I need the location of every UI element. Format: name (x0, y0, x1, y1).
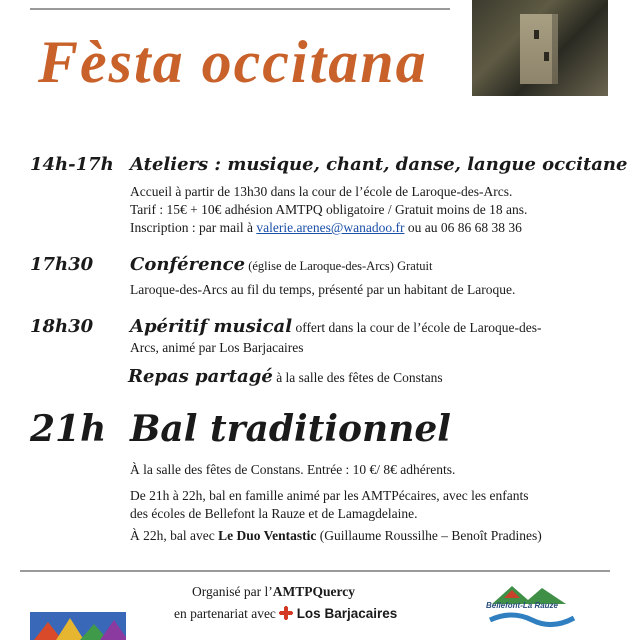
heading-aperitif: Apéritif musical (130, 316, 293, 337)
bal-band-line (130, 526, 542, 546)
conference-heading-row (130, 254, 432, 275)
time-conference: 17h30 (30, 254, 94, 275)
heading-ateliers: Ateliers : musique, chant, danse, langue occitane (130, 154, 628, 175)
tower-window (534, 30, 539, 39)
bal-location: À la salle des fêtes de Constans. Entrée : 10 €/ 8€ adhérents. (130, 462, 456, 477)
inscription-prefix: Inscription : par mail à (130, 220, 257, 235)
band-name: Le Duo Ventastic (218, 528, 317, 543)
heading-conference: Conférence (130, 254, 246, 275)
bal-family-line-2: des écoles de Bellefont la Rauze et de Lamagdelaine. (130, 506, 418, 521)
partner-prefix: en partenariat avec (174, 606, 280, 622)
page-title: Fèsta occitana (38, 29, 428, 95)
amtpq-logo (30, 612, 126, 640)
heading-bal: Bal traditionnel (130, 408, 451, 450)
conference-note: (église de Laroque-des-Arcs) Gratuit (245, 259, 433, 273)
repas-note: à la salle des fêtes de Constans (272, 370, 443, 385)
partnership (174, 606, 397, 624)
bottom-rule (20, 570, 610, 572)
partner-name: Los Barjacaires (296, 606, 398, 622)
repas-row (128, 366, 443, 387)
bellefont-logo-text: Bellefont-La Rauze (486, 601, 559, 610)
email-link[interactable]: valerie.arenes@wanadoo.fr (256, 220, 405, 235)
castle-photo (472, 0, 608, 96)
conference-line-1: Laroque-des-Arcs au fil du temps, présenté par un habitant de Laroque. (130, 282, 516, 297)
band-members: (Guillaume Roussilhe – Benoît Pradines) (316, 528, 542, 543)
band-prefix: À 22h, bal avec (130, 528, 219, 543)
aperitif-note: offert dans la cour de l’école de Laroque-des- (292, 320, 542, 335)
inscription-phone: ou au 06 86 68 38 36 (404, 220, 522, 235)
aperitif-line-1: Arcs, animé par Los Barjacaires (130, 340, 304, 355)
top-rule (30, 8, 450, 10)
bellefont-logo (482, 574, 582, 634)
organised-prefix: Organisé par l’ (192, 584, 273, 599)
bal-family-line-1: De 21h à 22h, bal en famille animé par les AMTPécaires, avec les enfants (130, 488, 529, 503)
tower-window (544, 52, 549, 61)
ateliers-line-1: Accueil à partir de 13h30 dans la cour de l’école de Laroque-des-Arcs. (130, 184, 513, 199)
ateliers-line-2: Tarif : 15€ + 10€ adhésion AMTPQ obligatoire / Gratuit moins de 18 ans. (130, 202, 528, 217)
organised-by (192, 584, 355, 600)
occitan-cross-icon (279, 606, 293, 624)
aperitif-heading-row (130, 316, 541, 337)
ateliers-inscription (130, 218, 522, 238)
time-ateliers: 14h-17h (30, 154, 114, 175)
time-bal: 21h (30, 408, 107, 450)
heading-repas: Repas partagé (128, 366, 273, 387)
time-aperitif: 18h30 (30, 316, 94, 337)
tower-shape (520, 14, 558, 84)
organiser-name: AMTPQuercy (272, 584, 355, 599)
logo-shape (100, 620, 126, 640)
